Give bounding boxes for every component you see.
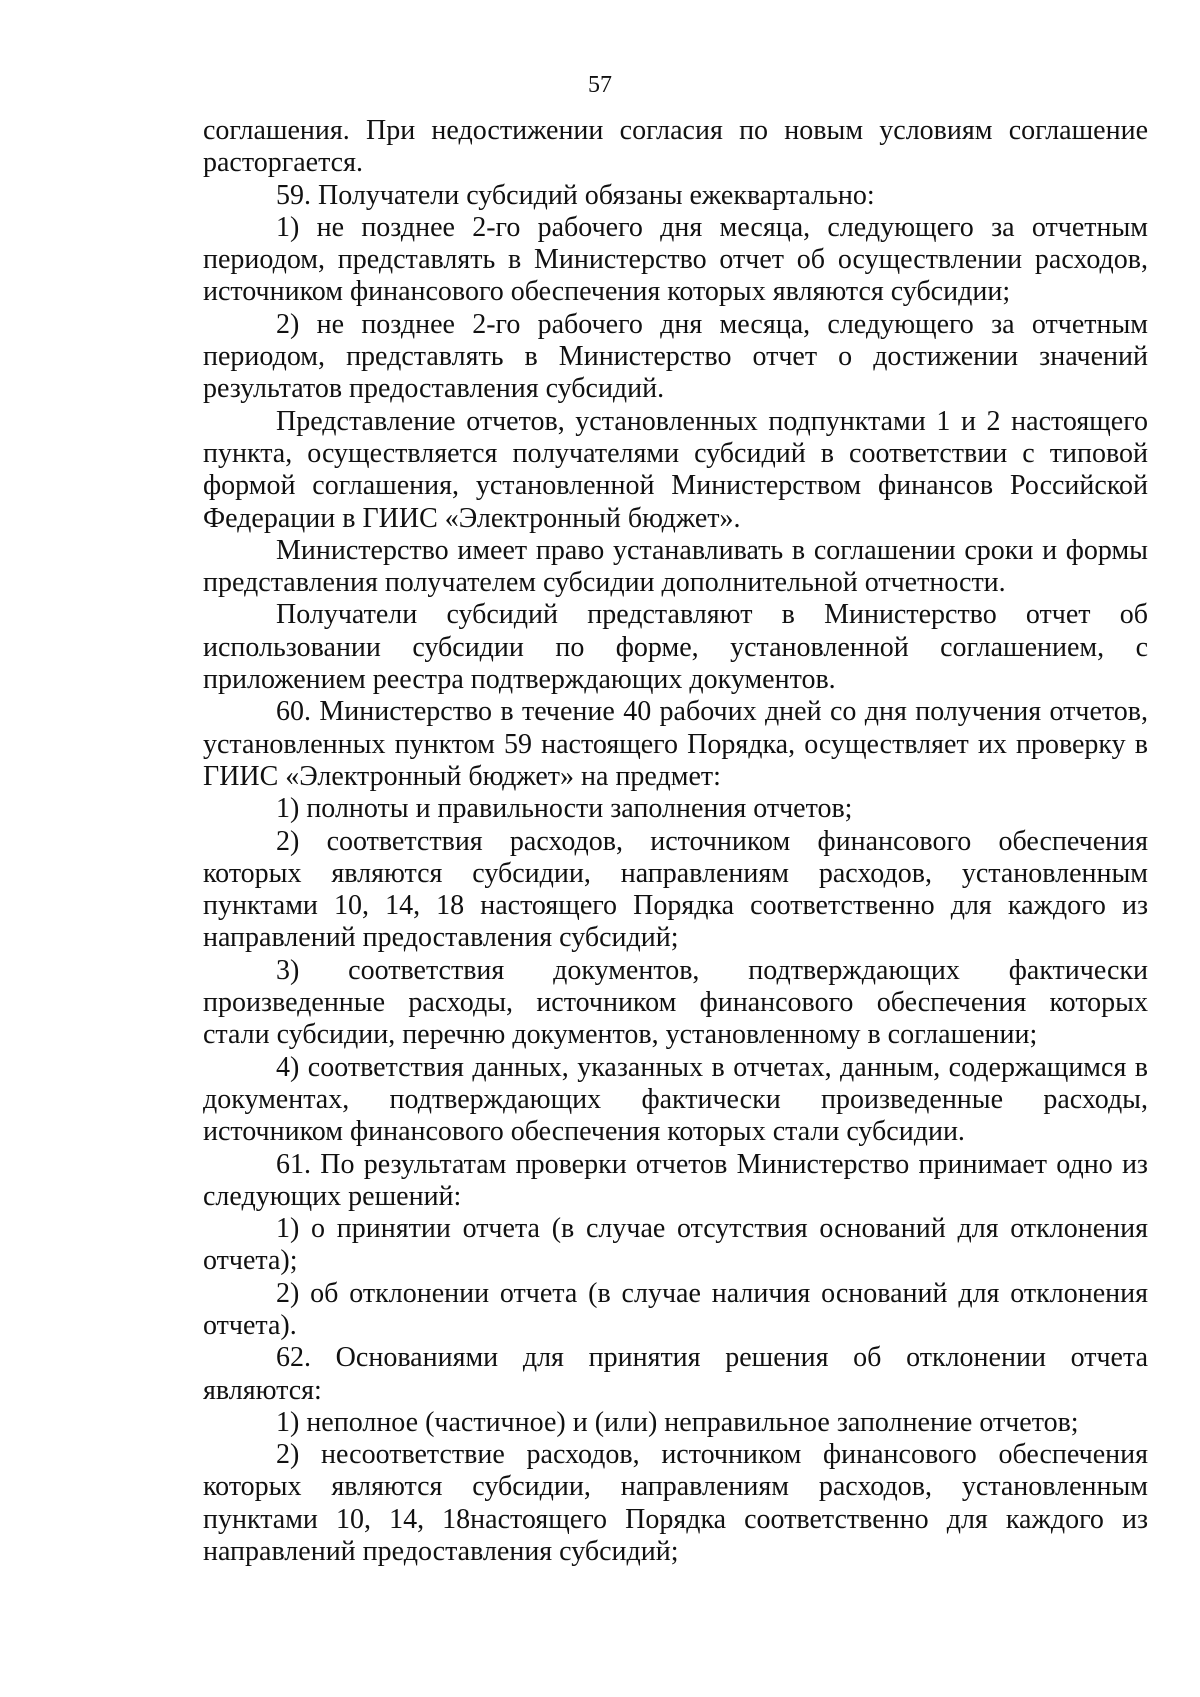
text-line: 2) несоответствие расходов, источником финансового обеспечения bbox=[276, 1439, 1148, 1471]
text-line: 1) полноты и правильности заполнения отчетов; bbox=[276, 793, 853, 825]
text-line: следующих решений: bbox=[203, 1180, 462, 1212]
text-line: 61. По результатам проверки отчетов Министерство принимает одно из bbox=[276, 1148, 1148, 1180]
text-line: периодом, представлять в Министерство отчет об осуществлении расходов, bbox=[203, 244, 1148, 276]
text-line: ГИИС «Электронный бюджет» на предмет: bbox=[203, 760, 721, 792]
text-line: 3) соответствия документов, подтверждающих фактически bbox=[276, 954, 1148, 986]
text-line: Федерации в ГИИС «Электронный бюджет». bbox=[203, 502, 741, 534]
text-line: отчета); bbox=[203, 1245, 298, 1277]
text-line: произведенные расходы, источником финансового обеспечения которых bbox=[203, 987, 1148, 1019]
text-line: результатов предоставления субсидий. bbox=[203, 373, 665, 405]
text-line: установленных пунктом 59 настоящего Порядка, осуществляет их проверку в bbox=[203, 728, 1148, 760]
text-line: 2) об отклонении отчета (в случае наличия оснований для отклонения bbox=[276, 1277, 1148, 1309]
text-line: источником финансового обеспечения которых являются субсидии; bbox=[203, 276, 1011, 308]
text-line: пунктами 10, 14, 18 настоящего Порядка соответственно для каждого из bbox=[203, 890, 1148, 922]
text-line: формой соглашения, установленной Министерством финансов Российской bbox=[203, 470, 1148, 502]
text-line: 1) не позднее 2-го рабочего дня месяца, следующего за отчетным bbox=[276, 211, 1148, 243]
text-line: 1) о принятии отчета (в случае отсутствия оснований для отклонения bbox=[276, 1213, 1148, 1245]
text-line: направлений предоставления субсидий; bbox=[203, 1536, 679, 1568]
text-line: расторгается. bbox=[203, 147, 363, 179]
text-line: которых являются субсидии, направлениям расходов, установленным bbox=[203, 1471, 1148, 1503]
text-line: отчета). bbox=[203, 1309, 297, 1341]
text-line: 1) неполное (частичное) и (или) неправильное заполнение отчетов; bbox=[276, 1406, 1079, 1438]
text-line: использовании субсидии по форме, установленной соглашением, с bbox=[203, 631, 1148, 663]
text-line: 2) соответствия расходов, источником финансового обеспечения bbox=[276, 825, 1148, 857]
text-line: представления получателем субсидии дополнительной отчетности. bbox=[203, 567, 1006, 599]
text-line: стали субсидии, перечню документов, установленному в соглашении; bbox=[203, 1019, 1038, 1051]
text-line: документах, подтверждающих фактически произведенные расходы, bbox=[203, 1083, 1148, 1115]
text-line: которых являются субсидии, направлениям расходов, установленным bbox=[203, 857, 1148, 889]
text-line: 2) не позднее 2-го рабочего дня месяца, следующего за отчетным bbox=[276, 308, 1148, 340]
text-line: Представление отчетов, установленных подпунктами 1 и 2 настоящего bbox=[276, 405, 1148, 437]
page-number: 57 bbox=[588, 72, 612, 98]
text-line: 59. Получатели субсидий обязаны ежеквартально: bbox=[276, 179, 875, 211]
text-line: являются: bbox=[203, 1374, 322, 1406]
text-line: 62. Основаниями для принятия решения об отклонении отчета bbox=[276, 1342, 1148, 1374]
text-line: периодом, представлять в Министерство отчет о достижении значений bbox=[203, 341, 1148, 373]
document-body bbox=[203, 115, 1148, 1568]
text-line: Министерство имеет право устанавливать в соглашении сроки и формы bbox=[276, 534, 1148, 566]
text-line: приложением реестра подтверждающих документов. bbox=[203, 664, 836, 696]
text-line: Получатели субсидий представляют в Министерство отчет об bbox=[276, 599, 1148, 631]
text-line: 60. Министерство в течение 40 рабочих дней со дня получения отчетов, bbox=[276, 696, 1148, 728]
text-line: 4) соответствия данных, указанных в отчетах, данным, содержащимся в bbox=[276, 1051, 1148, 1083]
text-line: пунктами 10, 14, 18настоящего Порядка соответственно для каждого из bbox=[203, 1503, 1148, 1535]
text-line: источником финансового обеспечения которых стали субсидии. bbox=[203, 1116, 965, 1148]
text-line: направлений предоставления субсидий; bbox=[203, 922, 679, 954]
text-line: пункта, осуществляется получателями субсидий в соответствии с типовой bbox=[203, 437, 1148, 469]
text-line: соглашения. При недостижении согласия по новым условиям соглашение bbox=[203, 115, 1148, 146]
